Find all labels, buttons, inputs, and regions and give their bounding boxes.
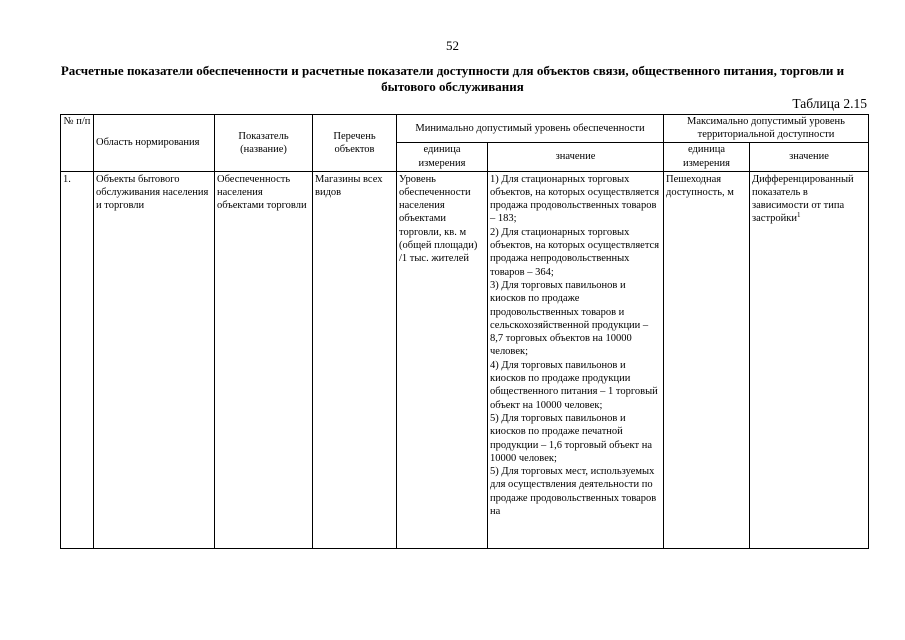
min-value-item: 4) Для торговых павильонов и киосков по продаже продукции общественного питания – 1 торговый объект на 10000 человек; [490, 359, 658, 411]
header-min-unit: единица измерения [397, 142, 488, 171]
header-indicator: Показатель (название) [215, 115, 313, 172]
header-min-group: Минимально допустимый уровень обеспеченности [397, 115, 664, 143]
footnote-mark: 1 [797, 211, 801, 220]
min-value-item: 2) Для стационарных торговых объектов, на которых осуществляется продажа непродовольственных товаров – 364; [490, 226, 660, 278]
cell-max-unit: Пешеходная доступность, м [664, 171, 750, 548]
cell-min-values [488, 171, 664, 548]
cell-area: Объекты бытового обслуживания населения и торговли [94, 171, 215, 548]
header-num: № п/п [61, 115, 94, 172]
document-title: Расчетные показатели обеспеченности и расчетные показатели доступности для объектов связи, общественного питания, торговли и бытового обслуживания [60, 63, 845, 94]
header-area: Область нормирования [94, 115, 215, 172]
min-value-item: 3) Для торговых павильонов и киосков по продаже продовольственных товаров и сельскохозяйственной продукции – 8,7 торговых объектов на 10000 человек; [490, 279, 649, 358]
table-row [61, 171, 869, 548]
cell-num: 1. [61, 171, 94, 548]
min-value-item: 1) Для стационарных торговых объектов, на которых осуществляется продажа продовольственных товаров – 183; [490, 173, 660, 225]
cell-objects: Магазины всех видов [313, 171, 397, 548]
header-max-value: значение [750, 142, 869, 171]
norms-table [60, 114, 869, 549]
page-number: 52 [446, 38, 459, 53]
header-min-value: значение [488, 142, 664, 171]
header-objects: Перечень объектов [313, 115, 397, 172]
cell-indicator: Обеспеченность населения объектами торговли [215, 171, 313, 548]
table-label: Таблица 2.15 [792, 96, 867, 111]
cell-max-value [750, 171, 869, 548]
cell-min-unit: Уровень обеспеченности населения объектами торговли, кв. м (общей площади) /1 тыс. жителей [397, 171, 488, 548]
min-value-item: 5) Для торговых мест, используемых для осуществления деятельности по продаже продовольственных товаров на [490, 466, 657, 518]
min-value-item: 5) Для торговых павильонов и киосков по продаже печатной продукции – 1,6 торговый объект на 10000 человек; [490, 412, 652, 464]
header-max-unit: единица измерения [664, 142, 750, 171]
max-value-text: Дифференцированный показатель в зависимости от типа застройки [752, 173, 854, 225]
header-max-group: Максимально допустимый уровень территориальной доступности [664, 115, 869, 143]
